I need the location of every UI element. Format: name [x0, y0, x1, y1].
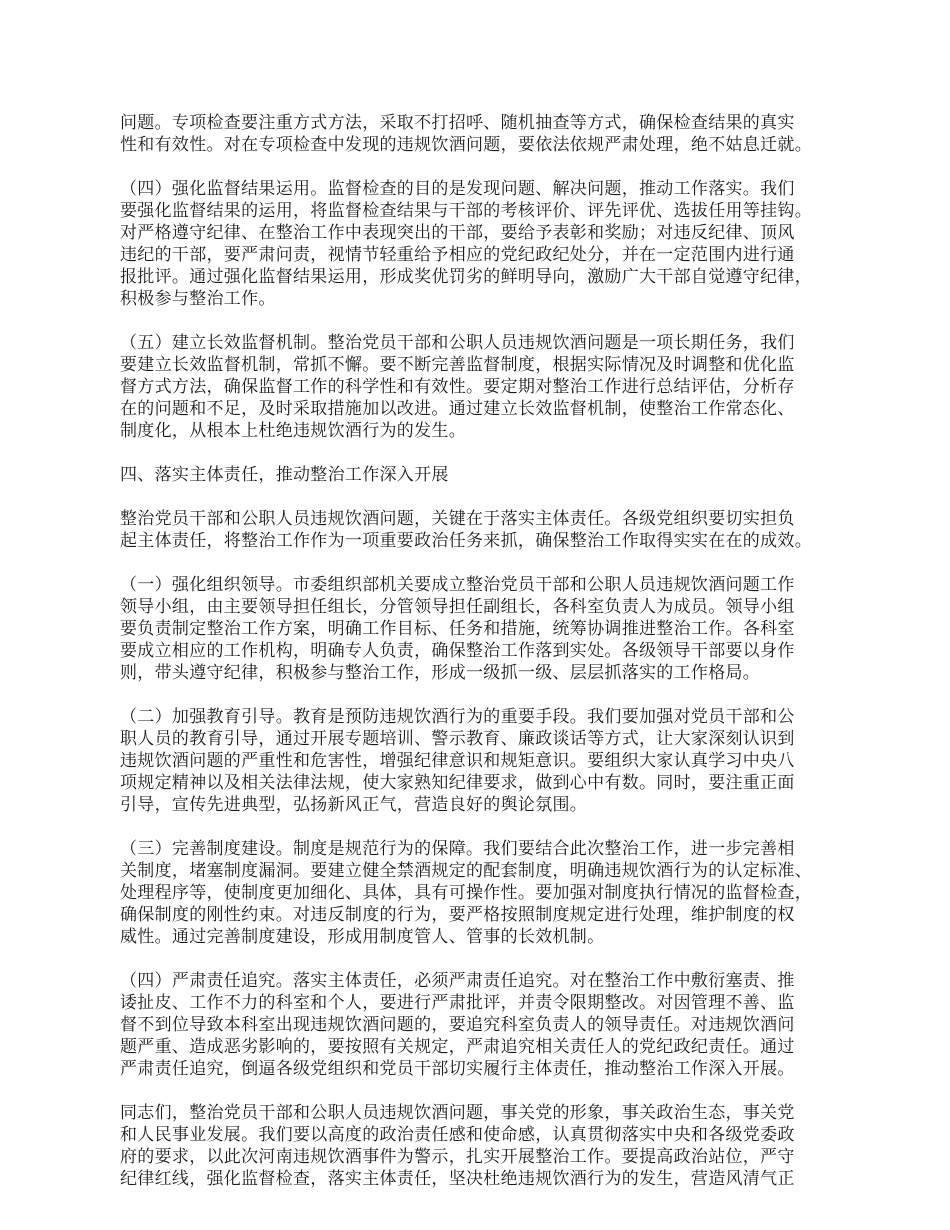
paragraph	[120, 178, 860, 310]
paragraph	[120, 1102, 860, 1190]
text-line: 职人员的教育引导，通过开展专题培训、警示教育、廉政谈话等方式，让大家深刻认识到	[120, 729, 795, 749]
text-line: 违规饮酒问题的严重性和危害性，增强纪律意识和规矩意识。要组织大家认真学习中央八	[120, 751, 795, 771]
text-line: （五）建立长效监督机制。整治党员干部和公职人员违规饮酒问题是一项长期任务，我们	[120, 333, 795, 353]
text-line: 则，带头遵守纪律，积极参与整治工作，形成一级抓一级、层层抓落实的工作格局。	[120, 663, 761, 683]
text-line: 诿扯皮、工作不力的科室和个人，要进行严肃批评，并责令限期整改。对因管理不善、监	[120, 993, 795, 1013]
text-line: （一）强化组织领导。市委组织部机关要成立整治党员干部和公职人员违规饮酒问题工作	[120, 575, 795, 595]
text-line: 违纪的干部，要严肃问责，视情节轻重给予相应的党纪政纪处分，并在一定范围内进行通	[120, 245, 795, 265]
text-line: 督方式方法，确保监督工作的科学性和有效性。要定期对整治工作进行总结评估，分析存	[120, 377, 795, 397]
paragraph	[120, 838, 860, 948]
text-line: 引导，宣传先进典型，弘扬新风正气，营造良好的舆论氛围。	[120, 795, 588, 815]
text-line: 要成立相应的工作机构，明确专人负责，确保整治工作落到实处。各级领导干部要以身作	[120, 641, 795, 661]
paragraph	[120, 508, 860, 552]
section-heading	[120, 464, 860, 486]
text-line: 严肃责任追究，倒逼各级党组织和党员干部切实履行主体责任，推动整治工作深入开展。	[120, 1059, 795, 1079]
text-line: 报批评。通过强化监督结果运用，形成奖优罚劣的鲜明导向，激励广大干部自觉遵守纪律，	[120, 267, 812, 287]
text-line: （三）完善制度建设。制度是规范行为的保障。我们要结合此次整治工作，进一步完善相	[120, 839, 795, 859]
paragraph	[120, 332, 860, 442]
text-line: 要负责制定整治工作方案，明确工作目标、任务和措施，统筹协调推进整治工作。各科室	[120, 619, 795, 639]
text-line: 起主体责任，将整治工作作为一项重要政治任务来抓，确保整治工作取得实实在在的成效。	[120, 531, 812, 551]
text-line: （四）严肃责任追究。落实主体责任，必须严肃责任追究。对在整治工作中敷衍塞责、推	[120, 971, 795, 991]
text-line: 对严格遵守纪律、在整治工作中表现突出的干部，要给予表彰和奖励；对违反纪律、顶风	[120, 223, 795, 243]
text-line: 整治党员干部和公职人员违规饮酒问题，关键在于落实主体责任。各级党组织要切实担负	[120, 509, 795, 529]
text-line: 在的问题和不足，及时采取措施加以改进。通过建立长效监督机制，使整治工作常态化、	[120, 399, 795, 419]
text-line: 同志们，整治党员干部和公职人员违规饮酒问题，事关党的形象，事关政治生态，事关党	[120, 1103, 795, 1123]
text-line: （四）强化监督结果运用。监督检查的目的是发现问题、解决问题，推动工作落实。我们	[120, 179, 795, 199]
text-line: 性和有效性。对在专项检查中发现的违规饮酒问题，要依法依规严肃处理，绝不姑息迁就。	[120, 135, 812, 155]
text-line: 府的要求，以此次河南违规饮酒事件为警示，扎实开展整治工作。要提高政治站位，严守	[120, 1147, 795, 1167]
text-line: 确保制度的刚性约束。对违反制度的行为，要严格按照制度规定进行处理，维护制度的权	[120, 905, 795, 925]
paragraph	[120, 970, 860, 1080]
text-line: 问题。专项检查要注重方式方法，采取不打招呼、随机抽查等方式，确保检查结果的真实	[120, 113, 795, 133]
paragraph	[120, 112, 860, 156]
paragraph	[120, 706, 860, 816]
text-line: 威性。通过完善制度建设，形成用制度管人、管事的长效机制。	[120, 927, 605, 947]
document-page	[120, 112, 860, 1212]
text-line: 项规定精神以及相关法律法规，使大家熟知纪律要求，做到心中有数。同时，要注重正面	[120, 773, 795, 793]
text-line: 要建立长效监督机制，常抓不懈。要不断完善监督制度，根据实际情况及时调整和优化监	[120, 355, 795, 375]
text-line: 处理程序等，使制度更加细化、具体，具有可操作性。要加强对制度执行情况的监督检查，	[120, 883, 812, 903]
text-line: 积极参与整治工作。	[120, 289, 276, 309]
text-line: 四、落实主体责任，推动整治工作深入开展	[120, 465, 449, 485]
text-line: 制度化，从根本上杜绝违规饮酒行为的发生。	[120, 421, 466, 441]
text-line: 纪律红线，强化监督检查，落实主体责任，坚决杜绝违规饮酒行为的发生，营造风清气正	[120, 1169, 795, 1189]
text-line: 领导小组，由主要领导担任组长，分管领导担任副组长，各科室负责人为成员。领导小组	[120, 597, 795, 617]
text-line: 题严重、造成恶劣影响的，要按照有关规定，严肃追究相关责任人的党纪政纪责任。通过	[120, 1037, 795, 1057]
text-line: 关制度，堵塞制度漏洞。要建立健全禁酒规定的配套制度，明确违规饮酒行为的认定标准、	[120, 861, 812, 881]
text-line: 要强化监督结果的运用，将监督检查结果与干部的考核评价、评先评优、选拔任用等挂钩。	[120, 201, 812, 221]
text-line: （二）加强教育引导。教育是预防违规饮酒行为的重要手段。我们要加强对党员干部和公	[120, 707, 795, 727]
paragraph	[120, 574, 860, 684]
text-line: 和人民事业发展。我们要以高度的政治责任感和使命感，认真贯彻落实中央和各级党委政	[120, 1125, 795, 1145]
text-line: 督不到位导致本科室出现违规饮酒问题的，要追究科室负责人的领导责任。对违规饮酒问	[120, 1015, 795, 1035]
